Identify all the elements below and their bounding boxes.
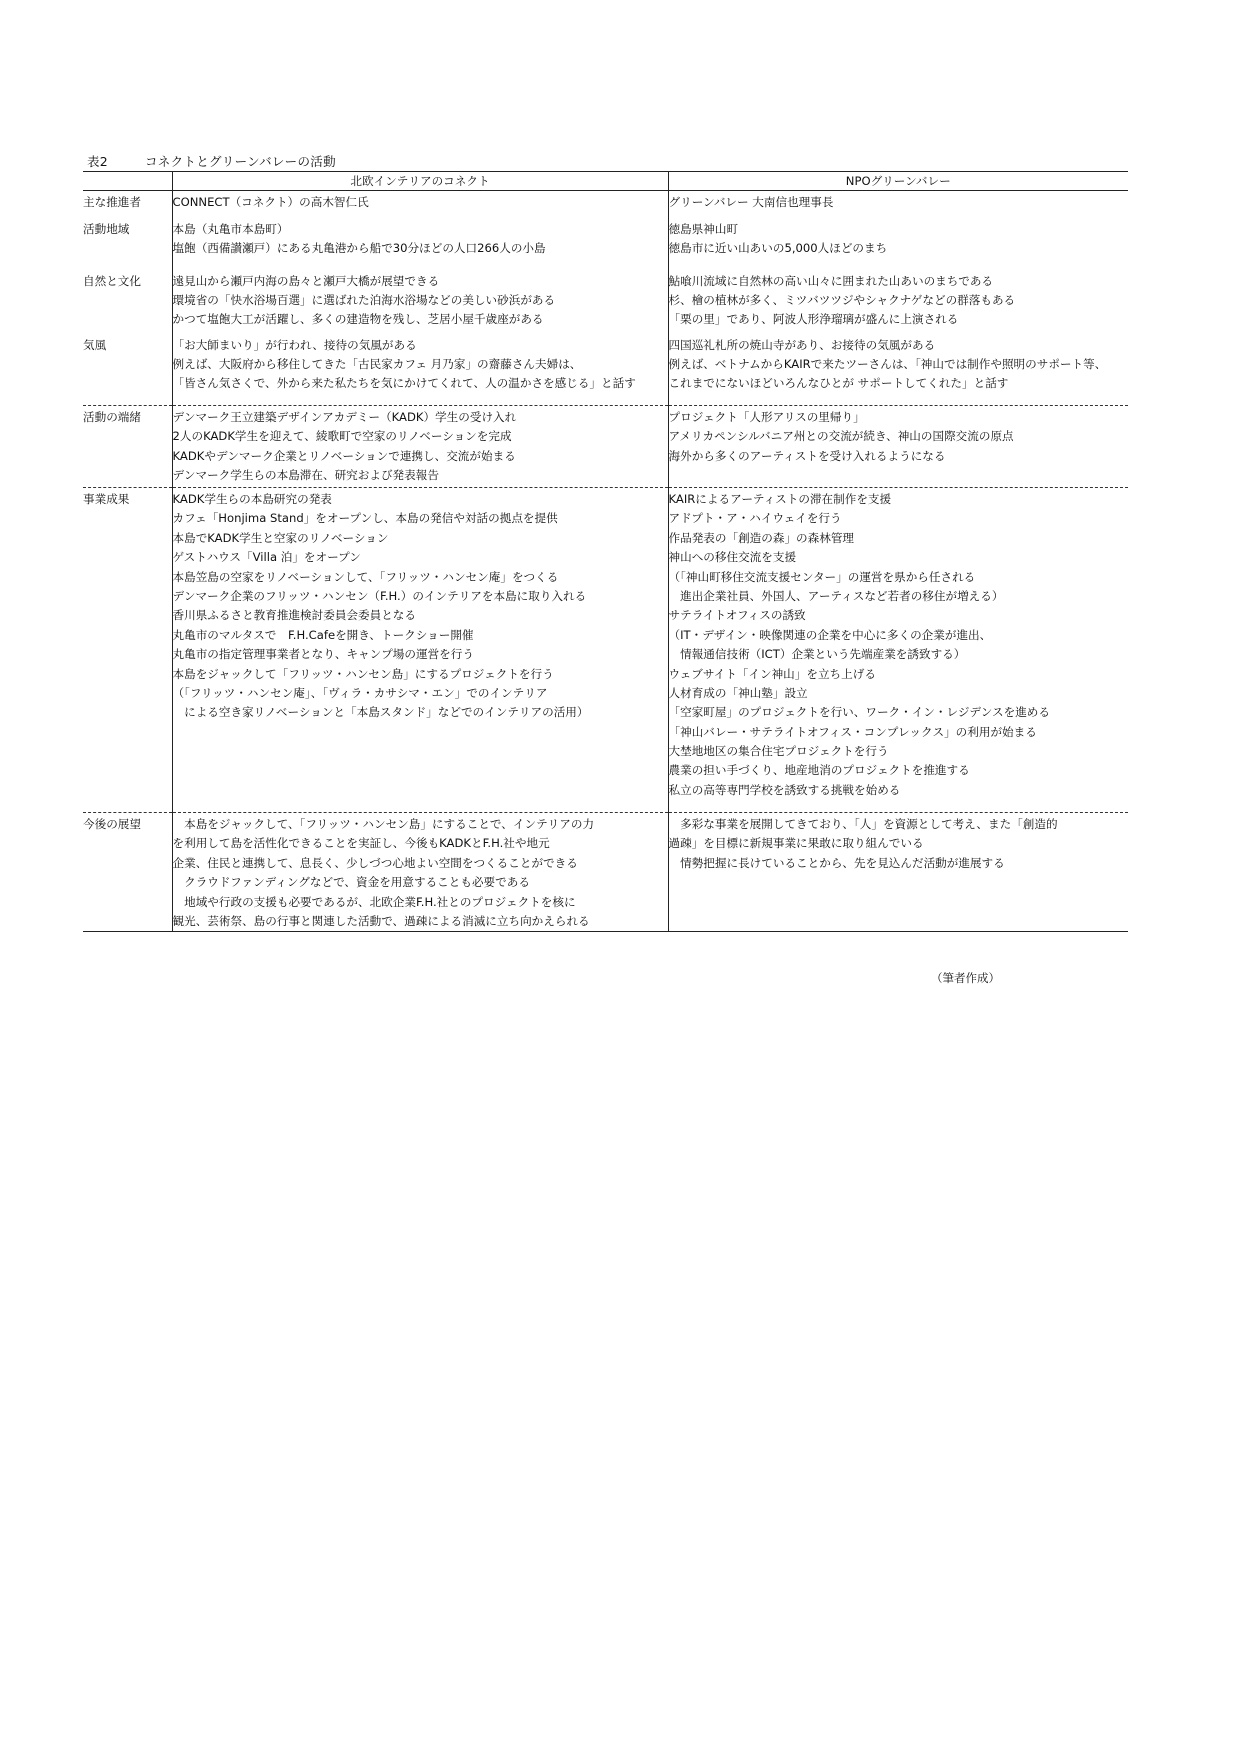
table-row (83, 270, 1128, 334)
greenvalley-cell (668, 406, 1128, 488)
connect-cell-line: かつて塩飽大工が活躍し、多くの建造物を残し、芝居小屋千歳座がある (172, 312, 544, 327)
greenvalley-cell-line: 例えば、ベトナムからKAIRで来たツーさんは、「神山では制作や照明のサポート等、 (668, 356, 1107, 371)
connect-cell (172, 191, 668, 218)
connect-cell-line: 遠見山から瀬戸内海の島々と瀬戸大橋が展望できる (172, 273, 440, 288)
header-connect: 北欧インテリアのコネクト (172, 172, 668, 191)
row-label (83, 813, 172, 932)
table-row (83, 191, 1128, 218)
connect-cell-line: 香川県ふるさと教育推進検討委員会委員となる (172, 608, 416, 623)
connect-cell-line: CONNECT（コネクト）の高木智仁氏 (172, 195, 369, 209)
greenvalley-cell-line: 大埜地地区の集合住宅プロジェクトを行う (668, 744, 889, 759)
greenvalley-cell-line: 過疎」を目標に新規事業に果敢に取り組んでいる (668, 836, 924, 851)
connect-cell-line: KADK学生らの本島研究の発表 (172, 492, 332, 506)
connect-cell-line: カフェ「Honjima Stand」をオープンし、本島の発信や対話の拠点を提供 (172, 511, 558, 526)
row-label (83, 488, 172, 813)
row-label (83, 218, 172, 270)
connect-cell-line: デンマーク学生らの本島滞在、研究および発表報告 (172, 468, 439, 483)
greenvalley-cell-line: 情報通信技術（ICT）企業という先端産業を誘致する） (668, 647, 966, 662)
connect-cell-line: KADKやデンマーク企業とリノベーションで連携し、交流が始まる (172, 448, 516, 463)
connect-cell-line: 丸亀市のマルタスで F.H.Cafeを開き、トークショー開催 (172, 627, 474, 642)
greenvalley-cell-line: （IT・デザイン・映像関連の企業を中心に多くの企業が進出、 (668, 627, 992, 642)
greenvalley-cell-line: アドプト・ア・ハイウェイを行う (668, 511, 842, 526)
greenvalley-cell-line: 「空家町屋」のプロジェクトを行い、ワーク・イン・レジデンスを進める (668, 705, 1050, 720)
row-label-text: 今後の展望 (83, 817, 141, 831)
greenvalley-cell (668, 813, 1128, 932)
greenvalley-cell-line: 四国巡礼札所の焼山寺があり、お接待の気風がある (668, 337, 936, 352)
connect-cell-line: 例えば、大阪府から移住してきた「古民家カフェ 月乃家」の齋藤さん夫婦は、 (172, 356, 582, 371)
connect-cell (172, 813, 668, 932)
connect-cell-line: ゲストハウス「Villa 泊」をオープン (172, 550, 361, 565)
greenvalley-cell-line: （「神山町移住交流支援センター」の運営を県から任される (668, 569, 976, 584)
greenvalley-cell-line: ウェブサイト「イン神山」を立ち上げる (668, 666, 876, 681)
connect-cell-line: 本島でKADK学生と空家のリノベーション (172, 530, 389, 545)
table-row (83, 406, 1128, 488)
row-label-text: 自然と文化 (83, 273, 141, 288)
greenvalley-cell-line: サテライトオフィスの誘致 (668, 608, 806, 623)
connect-cell-line: 塩飽（西備讃瀬戸）にある丸亀港から船で30分ほどの人口266人の小島 (172, 240, 546, 255)
greenvalley-cell-line: グリーンバレー 大南信也理事長 (668, 195, 834, 209)
greenvalley-cell (668, 270, 1128, 334)
greenvalley-cell-line: 鮎喰川流域に自然林の高い山々に囲まれた山あいのまちである (668, 273, 994, 288)
connect-cell-line: 観光、芸術祭、島の行事と関連した活動で、過疎による消滅に立ち向かえられる (172, 913, 590, 928)
greenvalley-cell-line: 徳島市に近い山あいの5,000人ほどのまち (668, 240, 888, 255)
connect-cell-line: デンマーク王立建築デザインアカデミー（KADK）学生の受け入れ (172, 410, 517, 424)
row-label-text: 気風 (83, 337, 107, 352)
greenvalley-cell (668, 334, 1128, 406)
connect-cell-line: を利用して島を活性化できることを実証し、今後もKADKとF.H.社や地元 (172, 836, 550, 851)
connect-cell-line: デンマーク企業のフリッツ・ハンセン（F.H.）のインテリアを本島に取り入れる (172, 588, 587, 603)
greenvalley-cell-line: プロジェクト「人形アリスの里帰り」 (668, 410, 865, 424)
greenvalley-cell-line: 私立の高等専門学校を誘致する挑戦を始める (668, 782, 901, 797)
connect-cell-line: による空き家リノベーションと「本島スタンド」などでのインテリアの活用） (172, 705, 589, 720)
greenvalley-cell-line: 杉、檜の植林が多く、ミツバツツジやシャクナゲなどの群落もある (668, 292, 1016, 307)
greenvalley-cell-line: 「栗の里」であり、阿波人形浄瑠璃が盛んに上演される (668, 312, 959, 327)
connect-cell-line: 環境省の「快水浴場百選」に選ばれた泊海水浴場などの美しい砂浜がある (172, 292, 556, 307)
greenvalley-cell-line: 農業の担い手づくり、地産地消のプロジェクトを推進する (668, 763, 970, 778)
connect-cell-line: 2人のKADK学生を迎えて、綾歌町で空家のリノベーションを完成 (172, 429, 512, 444)
row-label (83, 406, 172, 488)
connect-cell-line: 地域や行政の支援も必要であるが、北欧企業F.H.社とのプロジェクトを核に (172, 894, 576, 909)
table-row (83, 218, 1128, 270)
table-title: コネクトとグリーンバレーの活動 (145, 154, 336, 169)
greenvalley-cell-line: 「神山バレー・サテライトオフィス・コンプレックス」の利用が始まる (668, 724, 1037, 739)
greenvalley-cell-line: 多彩な事業を展開してきており、「人」を資源として考え、また「創造的 (668, 817, 1058, 831)
connect-cell (172, 406, 668, 488)
row-label (83, 334, 172, 406)
row-label-text: 活動の端緒 (83, 410, 141, 424)
greenvalley-cell-line: 神山への移住交流を支援 (668, 550, 797, 565)
header-blank (83, 172, 172, 191)
greenvalley-cell-line: 進出企業社員、外国人、アーティスなど若者の移住が増える） (668, 588, 1004, 603)
table-row (83, 813, 1128, 932)
greenvalley-cell (668, 191, 1128, 218)
row-label-text: 事業成果 (83, 492, 130, 506)
greenvalley-cell-line: 海外から多くのアーティストを受け入れるようになる (668, 448, 946, 463)
greenvalley-cell-line: 徳島県神山町 (668, 221, 739, 236)
greenvalley-cell-line: 情勢把握に長けていることから、先を見込んだ活動が進展する (668, 855, 1005, 870)
table-number: 表2 (87, 154, 109, 169)
connect-cell (172, 270, 668, 334)
table-row (83, 488, 1128, 813)
connect-cell (172, 334, 668, 406)
table-caption (87, 152, 336, 170)
greenvalley-cell-line: 人材育成の「神山塾」設立 (668, 685, 808, 700)
connect-cell-line: 本島をジャックして「フリッツ・ハンセン島」にするプロジェクトを行う (172, 666, 554, 681)
greenvalley-cell (668, 218, 1128, 270)
connect-cell (172, 488, 668, 813)
activity-comparison-table (83, 171, 1128, 932)
table-row (83, 334, 1128, 406)
greenvalley-cell (668, 488, 1128, 813)
connect-cell (172, 218, 668, 270)
row-label-text: 活動地域 (83, 221, 130, 236)
greenvalley-cell-line: 作品発表の「創造の森」の森林管理 (668, 530, 855, 545)
connect-cell-line: 丸亀市の指定管理事業者となり、キャンプ場の運営を行う (172, 647, 474, 662)
connect-cell-line: 「皆さん気さくで、外から来た私たちを気にかけてくれて、人の温かさを感じる」と話す (172, 376, 636, 391)
connect-cell-line: クラウドファンディングなどで、資金を用意することも必要である (172, 875, 530, 890)
header-greenvalley: NPOグリーンバレー (668, 172, 1128, 191)
connect-cell-line: 本島（丸亀市本島町） (172, 221, 289, 236)
table-header-row (83, 172, 1128, 191)
connect-cell-line: （「フリッツ・ハンセン庵」、「ヴィラ・カサシマ・エン」でのインテリア (172, 685, 548, 700)
greenvalley-cell-line: アメリカペンシルバニア州との交流が続き、神山の国際交流の原点 (668, 429, 1014, 444)
source-note: （筆者作成） (931, 971, 1000, 985)
connect-cell-line: 企業、住民と連携して、息長く、少しづつ心地よい空間をつくることができる (172, 855, 578, 870)
row-label (83, 270, 172, 334)
row-label-text: 主な推進者 (83, 195, 141, 209)
greenvalley-cell-line: これまでにないほどいろんなひとが サポートしてくれた」と話す (668, 376, 1009, 391)
connect-cell-line: 「お大師まいり」が行われ、接待の気風がある (172, 337, 417, 352)
row-label (83, 191, 172, 218)
connect-cell-line: 本島笠島の空家をリノベーションして、「フリッツ・ハンセン庵」をつくる (172, 569, 559, 584)
connect-cell-line: 本島をジャックして、「フリッツ・ハンセン島」にすることで、インテリアの力 (172, 817, 595, 831)
greenvalley-cell-line: KAIRによるアーティストの滞在制作を支援 (668, 492, 892, 506)
